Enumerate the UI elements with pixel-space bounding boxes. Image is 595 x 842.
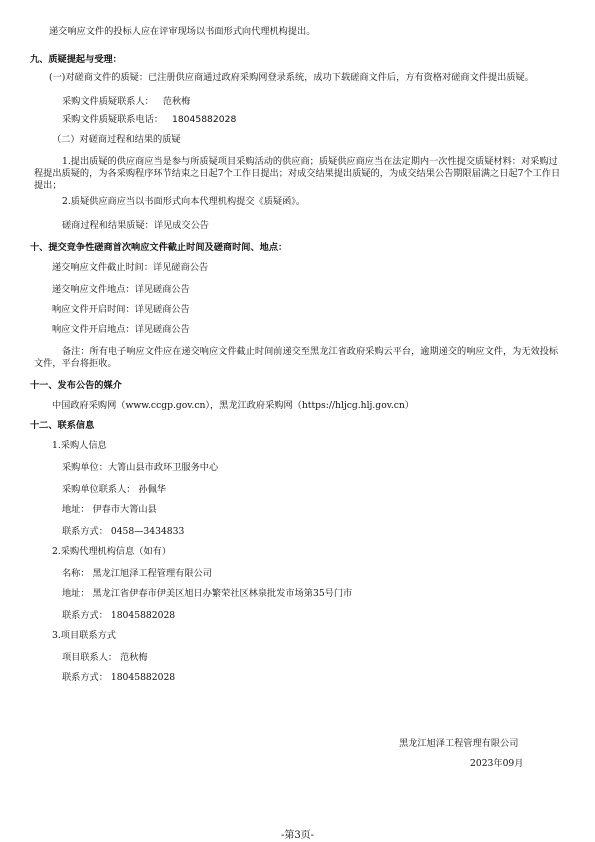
- open-place-text: 响应文件开启地点：详见磋商公告: [52, 324, 190, 335]
- purchaser-address: 地址： 伊春市大箐山县: [62, 504, 157, 515]
- question-phone: [62, 114, 236, 126]
- question-contact-value: 范秋梅: [162, 96, 191, 107]
- section-10-note: 备注：所有电子响应文件应在递交响应文件截止时间前递交至黑龙江省政府采购云平台，逾期递交的响应文件，为无效投标文件，平台将拒收。: [34, 346, 559, 369]
- agency-title: 2.采购代理机构信息（如有）: [52, 546, 172, 557]
- open-time-text: 响应文件开启时间：详见磋商公告: [52, 304, 190, 315]
- section-9-heading: 九、质疑提起与受理：: [30, 54, 122, 65]
- media-text: 中国政府采购网（www.ccgp.gov.cn），黑龙江政府采购网（https://hljcg.hlj.gov.cn）: [52, 400, 414, 411]
- agency-address: 地址： 黑龙江省伊春市伊美区旭日办繁荣社区林泉批发市场第35号门市: [62, 588, 353, 599]
- intro-text: 递交响应文件的投标人应在评审现场以书面形式向代理机构提出。: [49, 26, 316, 37]
- section-9-result: 磋商过程和结果质疑：详见成交公告: [62, 220, 209, 231]
- section-12-heading: 十二、联系信息: [30, 420, 95, 431]
- section-9-sub1: (一)对磋商文件的质疑：已注册供应商通过政府采购网登录系统，成功下载磋商文件后，方有资格对磋商文件提出质疑。: [49, 72, 534, 83]
- purchaser-title: 1.采购人信息: [52, 440, 107, 451]
- deadline-text: 递交响应文件截止时间：详见磋商公告: [52, 262, 209, 273]
- question-contact-label: 采购文件质疑联系人：: [62, 96, 154, 107]
- question-phone-value: 18045882028: [171, 114, 237, 125]
- page-number: -第3页-: [280, 830, 315, 841]
- section-9-sub2: （二）对磋商过程和结果的质疑: [52, 134, 181, 145]
- signature-company: 黑龙江旭泽工程管理有限公司: [399, 738, 519, 749]
- agency-phone: 联系方式： 18045882028: [62, 610, 176, 621]
- section-9-item1: 1.提出质疑的供应商应当是参与所质疑项目采购活动的供应商；质疑供应商应当在法定期内一次性提交质疑材料：对采购过程提出质疑的，为各采购程序环节结束之日起7个工作日提出；对成交结果提出质疑的，为成交结果公告期限届满之日起7个工作日提出；: [34, 156, 561, 191]
- project-contact: 项目联系人： 范秋梅: [62, 652, 148, 663]
- section-11-heading: 十一、发布公告的媒介: [30, 380, 122, 391]
- section-10-heading: 十、提交竞争性磋商首次响应文件截止时间及磋商时间、地点：: [30, 242, 288, 253]
- place-text: 递交响应文件地点：详见磋商公告: [52, 284, 190, 295]
- agency-name: 名称： 黑龙江旭泽工程管理有限公司: [62, 568, 212, 579]
- purchaser-phone: 联系方式： 0458—3434833: [62, 526, 185, 537]
- question-phone-label: 采购文件质疑联系电话：: [62, 114, 164, 125]
- project-contact-title: 3.项目联系方式: [52, 630, 116, 641]
- signature-date: 2023年09月: [470, 758, 524, 769]
- purchaser-contact: 采购单位联系人： 孙佩华: [62, 484, 166, 495]
- purchaser-unit: 采购单位：大箐山县市政环卫服务中心: [62, 462, 219, 473]
- project-phone: 联系方式： 18045882028: [62, 672, 176, 683]
- question-contact: [62, 96, 190, 108]
- section-9-item2: 2.质疑供应商应当以书面形式向本代理机构提交《质疑函》。: [62, 196, 306, 207]
